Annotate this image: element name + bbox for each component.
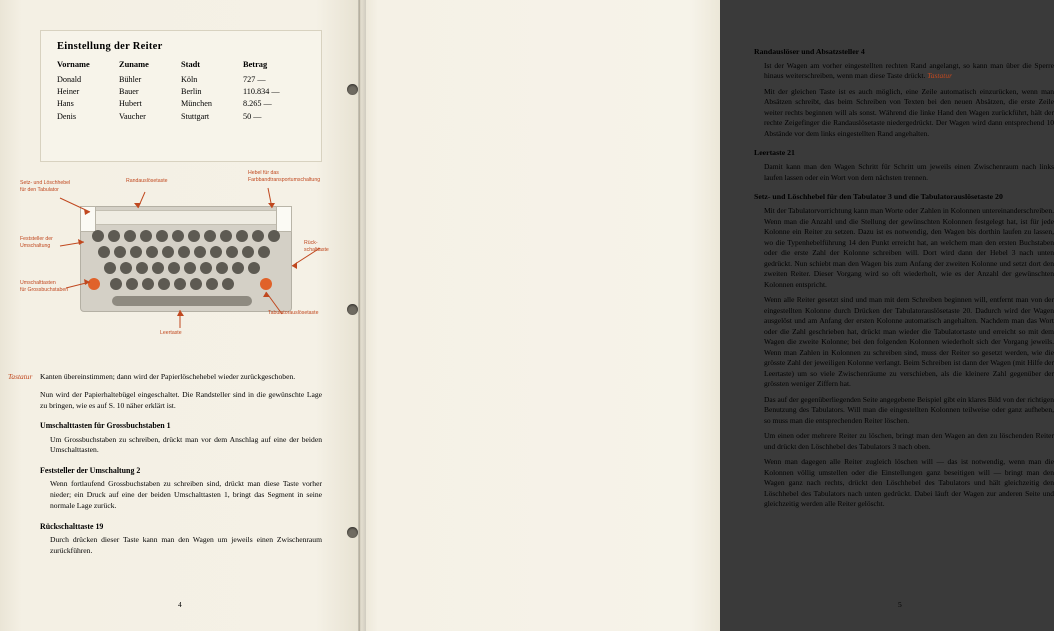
cell-betrag: 8.265 — bbox=[243, 99, 272, 109]
paragraph: Wenn man dagegen alle Reiter zugleich löschen will — das ist notwendig, wenn man die Kolonnen völlig umstellen oder die Einstellungen ganz beseitigen will — bringt man den Wagen ganz nach rechts, drückt den Löschhebel des Tabulators und hält gleichzeitig den Löschhebel des Tabulators nach unten gedrückt. Dabei läuft der Wagen zur anderen Seite und gleichzeitig werden alle Reiter gelöscht. bbox=[764, 457, 1054, 509]
page-number-left: 4 bbox=[178, 600, 182, 609]
table-row bbox=[57, 87, 305, 99]
reiter-table bbox=[57, 60, 305, 124]
column-header-vorname: Vorname bbox=[57, 60, 90, 69]
punch-hole bbox=[347, 304, 358, 315]
sidenote-tastatur: Tastatur bbox=[8, 372, 33, 381]
paragraph: Damit kann man den Wagen Schritt für Schritt um jeweils einen Zwischenraum nach links laufen lassen oder ein Wort von dem nächsten trennen. bbox=[764, 162, 1054, 182]
heading-leertaste: Leertaste 21 bbox=[754, 148, 795, 158]
column-header-betrag: Betrag bbox=[243, 60, 268, 69]
cell-zuname: Bauer bbox=[119, 87, 139, 97]
punch-hole bbox=[347, 84, 358, 95]
table-row bbox=[57, 99, 305, 111]
heading-umschalttasten: Umschalttasten für Grossbuchstaben 1 bbox=[40, 421, 171, 431]
label-leertaste: Leertaste bbox=[160, 330, 182, 336]
cell-stadt: München bbox=[181, 99, 212, 109]
cell-zuname: Vaucher bbox=[119, 111, 146, 121]
paragraph: Kanten übereinstimmen; dann wird der Papierlöschehebel wieder zurückgeschoben. bbox=[40, 372, 296, 381]
right-page bbox=[360, 0, 1054, 631]
paragraph-text: Ist der Wagen am vorher eingestellten rechten Rand angelangt, so kann man über die Sperre hinaus weiterschreiben, wenn man diese Taste drückt. bbox=[764, 60, 1054, 81]
paragraph: Nun wird der Papierhaltebügel eingeschaltet. Die Randsteller sind in die gewünschte Lage zu bringen, wie es auf S. 10 näher erklärt ist. bbox=[40, 389, 322, 410]
paragraph bbox=[754, 61, 1054, 82]
label-umschalttasten: Umschalttasten für Grossbuchstaben bbox=[20, 280, 69, 294]
paragraph: Um einen oder mehrere Reiter zu löschen, bringt man den Wagen an den zu löschenden Reiter und drückt den Löschhebel des Tabulators 3 nach oben. bbox=[764, 431, 1054, 451]
label-randausloesetaste: Randauslösetaste bbox=[126, 178, 168, 184]
annotation-arrows bbox=[20, 168, 345, 358]
table-row bbox=[57, 75, 305, 87]
typewriter-diagram bbox=[20, 168, 345, 358]
cell-stadt: Stuttgart bbox=[181, 111, 210, 121]
cell-vorname: Heiner bbox=[57, 87, 80, 97]
heading-feststeller: Feststeller der Umschaltung 2 bbox=[40, 466, 141, 476]
paragraph: Mit der gleichen Taste ist es auch möglich, eine Zeile automatisch einzurücken, wenn man Absätzen schreibt, das beim Schreiben von Texten bei den neuen Absätzen, die erste Zeile weiter rechts beginnen will als sonst. Während die linke Hand den Wagen zurückführt, hält der rechte Zeigefinger die Randauslösetaste niedergedrückt. Der Wagen wird dann entsprechend 10 Abstände vor dem links eingestellten Rand angehalten. bbox=[764, 86, 1054, 138]
paragraph: Durch drücken dieser Taste kann man den Wagen um jeweils einen Zwischenraum zurückführen. bbox=[50, 534, 322, 555]
panel-title: Einstellung der Reiter bbox=[57, 41, 163, 52]
book-gutter bbox=[358, 0, 366, 631]
punch-hole bbox=[347, 527, 358, 538]
left-page bbox=[0, 0, 360, 631]
cell-betrag: 727 — bbox=[243, 75, 266, 84]
label-farbband-hebel: Hebel für das Farbbandtransportumschaltung bbox=[248, 170, 321, 184]
page-number-right: 5 bbox=[898, 600, 902, 609]
left-body-text bbox=[40, 372, 322, 563]
paragraph: Das auf der gegenüberliegenden Seite angegebene Beispiel gibt ein klares Bild von der richtigen Benutzung des Tabulators. Will man die eingestellten Kolonnen teilweise oder ganz aufheben, so muss man die entsprechenden Reiter löschen. bbox=[764, 394, 1054, 425]
paragraph: Um Grossbuchstaben zu schreiben, drückt man vor dem Anschlag auf eine der beiden Umschalttasten. bbox=[50, 434, 322, 455]
cell-vorname: Donald bbox=[57, 75, 82, 84]
cell-zuname: Hubert bbox=[119, 99, 142, 109]
column-header-stadt: Stadt bbox=[181, 60, 201, 69]
right-body-text bbox=[754, 38, 1054, 515]
cell-vorname: Hans bbox=[57, 99, 74, 109]
cell-vorname: Denis bbox=[57, 111, 77, 121]
label-rueckschalttaste: Rück- schalttaste bbox=[304, 240, 329, 254]
heading-setz-loeschhebel: Setz- und Löschhebel für den Tabulator 3 und die Tabulatorauslösetaste 20 bbox=[754, 192, 1003, 202]
label-setz-loeschhebel: Setz- und Löschhebel für den Tabulator bbox=[20, 180, 71, 194]
reiter-settings-panel bbox=[40, 30, 322, 162]
column-header-zuname: Zuname bbox=[119, 60, 149, 69]
cell-betrag: 50 — bbox=[243, 111, 262, 121]
cell-stadt: Berlin bbox=[181, 87, 202, 97]
label-feststeller-umschaltung: Feststeller der Umschaltung bbox=[20, 236, 53, 250]
table-row bbox=[57, 112, 305, 124]
cell-betrag: 110.834 — bbox=[243, 87, 280, 97]
cell-stadt: Köln bbox=[181, 75, 198, 84]
paragraph: Mit der Tabulatorvorrichtung kann man Worte oder Zahlen in Kolonnen untereinanderschreiben. Wenn man die Anzahl und die Stellung der gewünschten Kolonnen festgelegt hat, ist für jede Kolonne ein Reiter zu setzen. Dazu ist es notwendig, den Wagen bis dorthin laufen zu lassen, wo die Typenhebelführung 14 den Punkt erreicht hat, an welchem man den ersten Buchstaben oder die erste Zahl der Kolonne schreiben will. Dort wird dann der Hebel 3 nach unten gedrückt. Nun schiebt man den Wagen bis zum Anfang der zweiten Kolonne und setzt dort den zweiten Reiter. Dieser Vorgang wird so oft wiederholt, wie es der Anzahl der gewünschten Kolonnen entspricht. bbox=[764, 206, 1054, 289]
label-tabulatorausloesetaste: Tabulatorauslösetaste bbox=[268, 310, 319, 316]
sidenote-tastatur-right: Tastatur bbox=[927, 71, 952, 81]
heading-randausloeser: Randauslöser und Absatzsteller 4 bbox=[754, 47, 865, 56]
paragraph: Wenn fortlaufend Grossbuchstaben zu schreiben sind, drückt man diese Taste vorher nieder; ein Druck auf eine der beiden Umschalttasten 1, bringt das Segment in seine normale Lage zurück. bbox=[50, 479, 322, 510]
paragraph: Wenn alle Reiter gesetzt sind und man mit dem Schreiben beginnen will, entfernt man von der eingestellten Kolonne durch Drücken der Tabulatorauslösetaste 20. Dadurch wird der Wagen ausgelöst und am Anfang der ersten Kolonne automatisch angehalten. Nachdem man das Wort oder die Zahl geschrieben hat, drückt man wieder die Tabulatortaste und erreicht so mit dem Wagen die zweite Kolonne; bei den folgenden Kolonnen wiederholt sich der Vorgang jeweils. Wenn man Zahlen in Kolonnen zu schreiben sind, muss der Reiter so gesetzt werden, wie die grösste Zahl der jeweiligen Kolonne verlangt. Beim Schreiben ist dann der Wagen (mit Hilfe der Leertaste) um so viele Zwischenräume zu verschieben, als die kleinere Zahl gegenüber der grössten weniger Ziffern hat. bbox=[764, 295, 1054, 389]
table-header-row bbox=[57, 60, 305, 75]
cell-zuname: Bühler bbox=[119, 75, 142, 84]
heading-rueckschalttaste: Rückschalttaste 19 bbox=[40, 521, 104, 531]
